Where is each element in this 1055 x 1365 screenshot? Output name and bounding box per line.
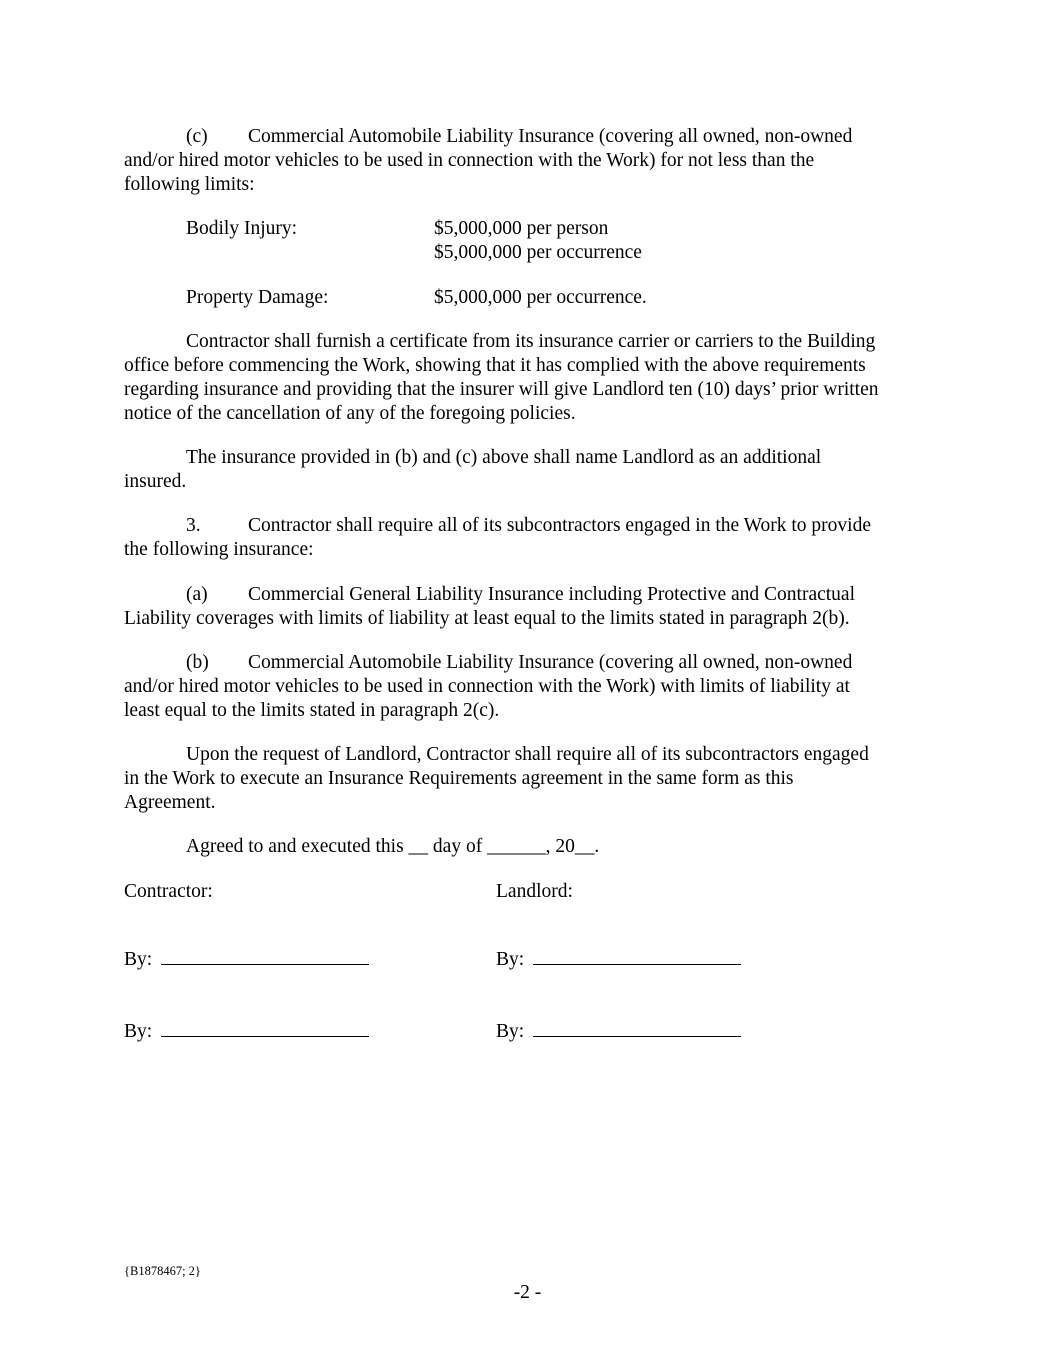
upon-line-2: in the Work to execute an Insurance Requirements agreement in the same form as this xyxy=(124,768,794,789)
para-c-line-2: and/or hired motor vehicles to be used in connection with the Work) for not less than the xyxy=(124,150,815,171)
cert-line-1: Contractor shall furnish a certificate from its insurance carrier or carriers to the Building xyxy=(186,331,876,352)
sec3b-line-3: least equal to the limits stated in paragraph 2(c). xyxy=(124,700,500,721)
agreed-line: Agreed to and executed this __ day of ______, 20__. xyxy=(186,836,600,857)
landlord-signature-1: By: xyxy=(496,945,741,972)
named-line-1: The insurance provided in (b) and (c) above shall name Landlord as an additional xyxy=(186,447,822,468)
sec3-line-1: 3. Contractor shall require all of its subcontractors engaged in the Work to provide xyxy=(186,515,871,536)
cert-line-2: office before commencing the Work, showing that it has complied with the above requirements xyxy=(124,355,866,376)
signature-line[interactable] xyxy=(161,945,369,965)
property-damage-label: Property Damage: xyxy=(186,287,329,308)
contractor-label: Contractor: xyxy=(124,881,213,902)
sec3a-line-2: Liability coverages with limits of liability at least equal to the limits stated in paragraph 2(b). xyxy=(124,608,850,629)
signature-line[interactable] xyxy=(161,1017,369,1037)
para-c-line-3: following limits: xyxy=(124,174,255,195)
sec3b-line-1: (b) Commercial Automobile Liability Insurance (covering all owned, non-owned xyxy=(186,652,853,673)
contractor-signature-1: By: xyxy=(124,945,369,972)
bodily-injury-value-2: $5,000,000 per occurrence xyxy=(434,242,642,263)
para-c-line-1: (c) Commercial Automobile Liability Insurance (covering all owned, non-owned xyxy=(186,126,853,147)
property-damage-value: $5,000,000 per occurrence. xyxy=(434,287,647,308)
cert-line-4: notice of the cancellation of any of the foregoing policies. xyxy=(124,403,576,424)
signature-line[interactable] xyxy=(533,1017,741,1037)
sec3-line-2: the following insurance: xyxy=(124,539,314,560)
document-id: {B1878467; 2} xyxy=(124,1264,201,1278)
landlord-signature-2: By: xyxy=(496,1017,741,1044)
landlord-label: Landlord: xyxy=(496,881,573,902)
sec3a-line-1: (a) Commercial General Liability Insurance including Protective and Contractual xyxy=(186,584,856,605)
sec3b-line-2: and/or hired motor vehicles to be used in connection with the Work) with limits of liability at xyxy=(124,676,850,697)
upon-line-1: Upon the request of Landlord, Contractor shall require all of its subcontractors engaged xyxy=(186,744,869,765)
bodily-injury-value-1: $5,000,000 per person xyxy=(434,218,609,239)
page-number: -2 - xyxy=(513,1282,542,1303)
named-line-2: insured. xyxy=(124,471,187,492)
upon-line-3: Agreement. xyxy=(124,792,216,813)
cert-line-3: regarding insurance and providing that the insurer will give Landlord ten (10) days’ prior written xyxy=(124,379,879,400)
bodily-injury-label: Bodily Injury: xyxy=(186,218,298,239)
signature-line[interactable] xyxy=(533,945,741,965)
contractor-signature-2: By: xyxy=(124,1017,369,1044)
